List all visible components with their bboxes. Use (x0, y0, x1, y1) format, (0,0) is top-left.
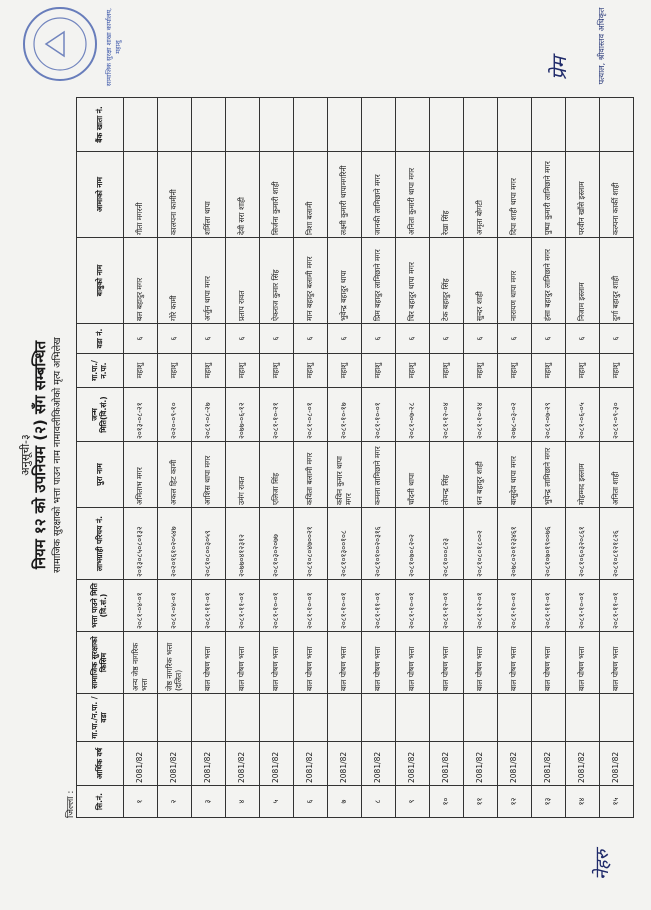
row-mother-name: शर्मिला थापा (192, 152, 226, 238)
table-row (396, 98, 430, 818)
header-municipality-ward: गा.पा./न.पा. /वडा (77, 694, 124, 742)
row-fiscal-year: 2081/82 (226, 742, 260, 786)
row-bank-account (260, 98, 294, 152)
row-beneficiary-id: २०८१०१००२०३१६ (362, 508, 396, 580)
row-ward: ६ (158, 324, 192, 354)
row-mother-name: लक्ष्मी कुमारी थापामगरिनी (328, 152, 362, 238)
header-allowance-date: भत्ता पाउने मिति (वि.सं.) (77, 580, 124, 632)
row-mother-name: कालपना कामीनी (158, 152, 192, 238)
row-father-name: चिर बहादुर थापा मगर (396, 238, 430, 324)
row-father-name: दुर्गा बहादुर शाही (600, 238, 634, 324)
stamp-text: सामाजिक सुरक्षा शाखा कार्यालय, महाशु (105, 7, 122, 87)
row-beneficiary-id: २०८१०८०१८००२ (464, 508, 498, 580)
row-municipality-ward (362, 694, 396, 742)
row-beneficiary-id: २०८१०१३००१०८ (328, 508, 362, 580)
row-full-name: मोहम्मद इस्लाम (566, 442, 600, 508)
row-birth-date: २०७८-०३-०२ (498, 388, 532, 442)
row-municipality: महाशु (192, 354, 226, 388)
table-header-row (77, 98, 124, 818)
row-full-name: अमिताभ मगर (124, 442, 158, 508)
row-ward: ६ (226, 324, 260, 354)
row-allowance-type: बाल पोषण भत्ता (328, 632, 362, 694)
row-sn: ११ (464, 786, 498, 818)
row-father-name: भुवेन्द्र बहादुर थापा (328, 238, 362, 324)
row-bank-account (294, 98, 328, 152)
row-bank-account (532, 98, 566, 152)
row-father-name: हंसा बहादुर लामिछाने मगर (532, 238, 566, 324)
row-full-name: अनिता शाही (600, 442, 634, 508)
row-mother-name: रेखा सिंह (430, 152, 464, 238)
table-row (600, 98, 634, 818)
table-row (192, 98, 226, 818)
row-beneficiary-id: २०८१०८०४७००२१ (294, 508, 328, 580)
row-mother-name: अमृता बोगटी (464, 152, 498, 238)
row-father-name: मान बहादुर बलामी मगर (294, 238, 328, 324)
row-municipality-ward (328, 694, 362, 742)
row-father-name: अर्जुन थापा मगर (192, 238, 226, 324)
row-mother-name: कल्पना कार्की शाही (600, 152, 634, 238)
row-bank-account (498, 98, 532, 152)
row-municipality: महाशु (362, 354, 396, 388)
row-fiscal-year: 2081/82 (192, 742, 226, 786)
row-mother-name: देवी सरा शाही (226, 152, 260, 238)
row-allowance-date: २०८१-१२-०१ (430, 580, 464, 632)
row-father-name: प्रताप रावत (226, 238, 260, 324)
row-birth-date: २०८१-०८-०१ (294, 388, 328, 442)
row-allowance-date: २०८१-१०-०१ (566, 580, 600, 632)
row-father-name: गोरे कामी (158, 238, 192, 324)
left-signature: नेहरु (592, 849, 613, 880)
row-bank-account (600, 98, 634, 152)
row-municipality: महाशु (430, 354, 464, 388)
row-mother-name: सिर्जना कुमारी शाही (260, 152, 294, 238)
row-municipality-ward (124, 694, 158, 742)
row-municipality: महाशु (328, 354, 362, 388)
row-beneficiary-id: २०१३०८५०८०१३२ (124, 508, 158, 580)
row-full-name: आशिस थापा मगर (192, 442, 226, 508)
row-municipality: महाशु (124, 354, 158, 388)
row-allowance-type: जेष्ठ नागरिक भत्ता (दलित) (158, 632, 192, 694)
header-full-name: पुरा नाम (77, 442, 124, 508)
row-full-name: चाँदनी थापा (396, 442, 430, 508)
row-sn: १ (124, 786, 158, 818)
table-row (498, 98, 532, 818)
header-allowance-type: सामाजिक सुरक्षाको किसिम (77, 632, 124, 694)
row-full-name: कमला लामिछाने मगर (362, 442, 396, 508)
row-ward: ६ (464, 324, 498, 354)
header-sn: सि.नं. (77, 786, 124, 818)
row-bank-account (158, 98, 192, 152)
row-sn: ३ (192, 786, 226, 818)
row-mother-name: दिपा शाही थापा मगर (498, 152, 532, 238)
row-full-name: धन बहादुर शाही (464, 442, 498, 508)
row-municipality-ward (226, 694, 260, 742)
bottom-signature: प्रेम (547, 56, 571, 80)
row-ward: ६ (192, 324, 226, 354)
row-mother-name: पुष्पा कुमारी लामिछाने मगर (532, 152, 566, 238)
table-row (362, 98, 396, 818)
row-ward: ६ (294, 324, 328, 354)
table-row (532, 98, 566, 818)
row-beneficiary-id: २०७८०२०१२३४६१ (498, 508, 532, 580)
table-row (430, 98, 464, 818)
row-father-name: सुन्दर शाही (464, 238, 498, 324)
row-birth-date: २०२०-०९-१० (158, 388, 192, 442)
row-sn: १३ (532, 786, 566, 818)
row-allowance-date: २०८१-१०-०१ (498, 580, 532, 632)
row-municipality: महाशु (158, 354, 192, 388)
table-row (566, 98, 600, 818)
table-row (226, 98, 260, 818)
row-beneficiary-id: २०८१०८००३०५९ (192, 508, 226, 580)
row-birth-date: २०१३-०८-२१ (124, 388, 158, 442)
header-beneficiary-id: लाभग्राही परिचय नं. (77, 508, 124, 580)
row-full-name: एलिजा सिंह (260, 442, 294, 508)
row-allowance-date: २०८१-०४-०१ (124, 580, 158, 632)
row-allowance-date: २०८१-११-०१ (226, 580, 260, 632)
row-municipality-ward (600, 694, 634, 742)
row-bank-account (396, 98, 430, 152)
row-sn: ६ (294, 786, 328, 818)
row-father-name: निजाम इस्लाम (566, 238, 600, 324)
row-fiscal-year: 2081/82 (532, 742, 566, 786)
table-row (328, 98, 362, 818)
row-bank-account (566, 98, 600, 152)
document-title: नियम १२ को उपनियम (२) सँग सम्बन्धित (31, 340, 49, 570)
row-sn: ४ (226, 786, 260, 818)
row-beneficiary-id: २०७७०४१२३१२ (226, 508, 260, 580)
row-bank-account (464, 98, 498, 152)
row-ward: ६ (430, 324, 464, 354)
row-municipality: महाशु (464, 354, 498, 388)
row-ward: ६ (532, 324, 566, 354)
row-birth-date: २०८१-१०-०१ (362, 388, 396, 442)
row-ward: ६ (566, 324, 600, 354)
row-sn: १२ (498, 786, 532, 818)
header-fiscal-year: आर्थिक वर्ष (77, 742, 124, 786)
row-ward: ६ (396, 324, 430, 354)
row-birth-date: २०८१-०७-२८ (396, 388, 430, 442)
row-allowance-date: २०८१-११-०१ (600, 580, 634, 632)
row-bank-account (430, 98, 464, 152)
row-fiscal-year: 2081/82 (566, 742, 600, 786)
row-beneficiary-id: २०८१०७०८२०२ (396, 508, 430, 580)
header-mother-name: आमाको नाम (77, 152, 124, 238)
row-allowance-date: २०८१-१०-०१ (328, 580, 362, 632)
row-full-name: बासुदेव थापा मगर (498, 442, 532, 508)
row-municipality-ward (260, 694, 294, 742)
row-sn: २ (158, 786, 192, 818)
row-sn: १४ (566, 786, 600, 818)
row-sn: ९ (396, 786, 430, 818)
row-municipality: महाशु (566, 354, 600, 388)
row-municipality: महाशु (294, 354, 328, 388)
row-birth-date: २०८१-१०-२१ (260, 388, 294, 442)
row-fiscal-year: 2081/82 (430, 742, 464, 786)
row-allowance-date: २०८१-११-०१ (192, 580, 226, 632)
row-full-name: कविन कुमार थापा मगर (328, 442, 362, 508)
row-allowance-type: अन्य जेष्ठ नागरिक भत्ता (124, 632, 158, 694)
row-fiscal-year: 2081/82 (396, 742, 430, 786)
row-allowance-date: २०८१-११-०१ (532, 580, 566, 632)
row-municipality: महाशु (260, 354, 294, 388)
row-mother-name: अनिता कुमारी थापा मगर (396, 152, 430, 238)
row-allowance-type: बाल पोषण भत्ता (294, 632, 328, 694)
row-municipality: महाशु (532, 354, 566, 388)
row-beneficiary-id: २०८१०८१२१८२६ (600, 508, 634, 580)
header-municipality: गा.पा./न.पा. (77, 354, 124, 388)
row-allowance-type: बाल पोषण भत्ता (192, 632, 226, 694)
row-birth-date: २०८१-०७-२९ (532, 388, 566, 442)
row-father-name: टेक बहादुर सिंह (430, 238, 464, 324)
table-row (260, 98, 294, 818)
row-beneficiary-id: २०८१०००८२३ (430, 508, 464, 580)
table-row (294, 98, 328, 818)
row-allowance-date: २०८१-१०-०१ (260, 580, 294, 632)
row-allowance-type: बाल पोषण भत्ता (566, 632, 600, 694)
row-birth-date: २०८१-१०-१४ (464, 388, 498, 442)
beneficiary-table (76, 97, 634, 818)
row-full-name: कविता बलामी मगर (294, 442, 328, 508)
row-father-name: बल बहादुर मगर (124, 238, 158, 324)
row-fiscal-year: 2081/82 (328, 742, 362, 786)
row-ward: ६ (498, 324, 532, 354)
row-sn: ७ (328, 786, 362, 818)
row-bank-account (328, 98, 362, 152)
row-full-name: उमंग रावत (226, 442, 260, 508)
row-municipality: महाशु (396, 354, 430, 388)
row-fiscal-year: 2081/82 (260, 742, 294, 786)
row-bank-account (362, 98, 396, 152)
row-beneficiary-id: २०८१०३०२०७७ (260, 508, 294, 580)
row-fiscal-year: 2081/82 (464, 742, 498, 786)
row-allowance-date: २०८१-१२-०१ (464, 580, 498, 632)
row-birth-date: २०८१-०९-३० (600, 388, 634, 442)
header-father-name: बाबुको नाम (77, 238, 124, 324)
row-municipality-ward (396, 694, 430, 742)
row-municipality: महाशु (226, 354, 260, 388)
row-birth-date: २०७७-०६-१२ (226, 388, 260, 442)
row-fiscal-year: 2081/82 (600, 742, 634, 786)
row-fiscal-year: 2081/82 (498, 742, 532, 786)
row-municipality-ward (498, 694, 532, 742)
row-bank-account (124, 98, 158, 152)
row-sn: १५ (600, 786, 634, 818)
row-municipality-ward (158, 694, 192, 742)
document-subtitle: सामाजिक सुरक्षाको भत्ता पाउन नाम नामावलीकिओको मृत्य अभिलेख (52, 337, 63, 573)
row-municipality-ward (294, 694, 328, 742)
table-row (464, 98, 498, 818)
row-fiscal-year: 2081/82 (294, 742, 328, 786)
table-body (124, 98, 634, 818)
row-sn: १० (430, 786, 464, 818)
row-ward: ६ (124, 324, 158, 354)
row-father-name: नारायण थापा मगर (498, 238, 532, 324)
row-sn: ८ (362, 786, 396, 818)
row-birth-date: २०८१-०८-२७ (192, 388, 226, 442)
header-bank-account: बैंक खाता नं. (77, 98, 124, 152)
row-bank-account (226, 98, 260, 152)
row-full-name: भुपेन्द्र लामिछाने मगर (532, 442, 566, 508)
row-birth-date: २०८१-०६-०५ (566, 388, 600, 442)
signer-title: पत्याल, श्रीवास्तव अधिकृत (597, 7, 606, 85)
row-beneficiary-id: २०८१०७०१९००७६ (532, 508, 566, 580)
row-allowance-type: बाल पोषण भत्ता (600, 632, 634, 694)
row-allowance-date: २०८१-११-०१ (362, 580, 396, 632)
row-municipality-ward (566, 694, 600, 742)
row-allowance-type: बाल पोषण भत्ता (396, 632, 430, 694)
row-allowance-date: २०८१-१०-०१ (294, 580, 328, 632)
row-father-name: प्रिम बहादुर लामिछाने मगर (362, 238, 396, 324)
row-fiscal-year: 2081/82 (124, 742, 158, 786)
row-birth-date: २०८१-१०-१७ (328, 388, 362, 442)
row-allowance-date: २०८१-१०-०१ (396, 580, 430, 632)
row-allowance-date: २०८१-०४-०१ (158, 580, 192, 632)
row-allowance-type: बाल पोषण भत्ता (532, 632, 566, 694)
row-allowance-type: बाल पोषण भत्ता (362, 632, 396, 694)
row-bank-account (192, 98, 226, 152)
row-beneficiary-id: २०८१०६०३२०८६१ (566, 508, 600, 580)
row-father-name: ऐकराज कुमार सिंह (260, 238, 294, 324)
row-allowance-type: बाल पोषण भत्ता (430, 632, 464, 694)
row-municipality-ward (192, 694, 226, 742)
row-ward: ६ (600, 324, 634, 354)
row-mother-name: परवीन खाँसे इस्लाम (566, 152, 600, 238)
row-birth-date: २०८१-१२-०४ (430, 388, 464, 442)
row-mother-name: गीता मगरनी (124, 152, 158, 238)
row-fiscal-year: 2081/82 (362, 742, 396, 786)
row-municipality: महाशु (498, 354, 532, 388)
row-fiscal-year: 2081/82 (158, 742, 192, 786)
row-allowance-type: बाल पोषण भत्ता (464, 632, 498, 694)
row-municipality-ward (430, 694, 464, 742)
row-mother-name: निशा बलामी (294, 152, 328, 238)
district-label: जिल्ला : (66, 790, 76, 818)
row-beneficiary-id: २०२०१६१०२०५४७ (158, 508, 192, 580)
annex-label: अनुसूची-३ (19, 434, 32, 476)
row-ward: ६ (362, 324, 396, 354)
row-allowance-type: बाल पोषण भत्ता (498, 632, 532, 694)
row-mother-name: जानकी लामिछाने मगर (362, 152, 396, 238)
table-row (124, 98, 158, 818)
header-ward: वडा नं. (77, 324, 124, 354)
row-full-name: तोयन्द्र सिंह (430, 442, 464, 508)
row-allowance-type: बाल पोषण भत्ता (260, 632, 294, 694)
row-allowance-type: बाल पोषण भत्ता (226, 632, 260, 694)
row-municipality-ward (532, 694, 566, 742)
row-full-name: अकल हिट कामी (158, 442, 192, 508)
header-birth-date: जन्म मिति(वि.सं.) (77, 388, 124, 442)
row-ward: ६ (328, 324, 362, 354)
table-row (158, 98, 192, 818)
row-ward: ६ (260, 324, 294, 354)
row-municipality-ward (464, 694, 498, 742)
row-sn: ५ (260, 786, 294, 818)
row-municipality: महाशु (600, 354, 634, 388)
office-stamp (20, 4, 100, 84)
